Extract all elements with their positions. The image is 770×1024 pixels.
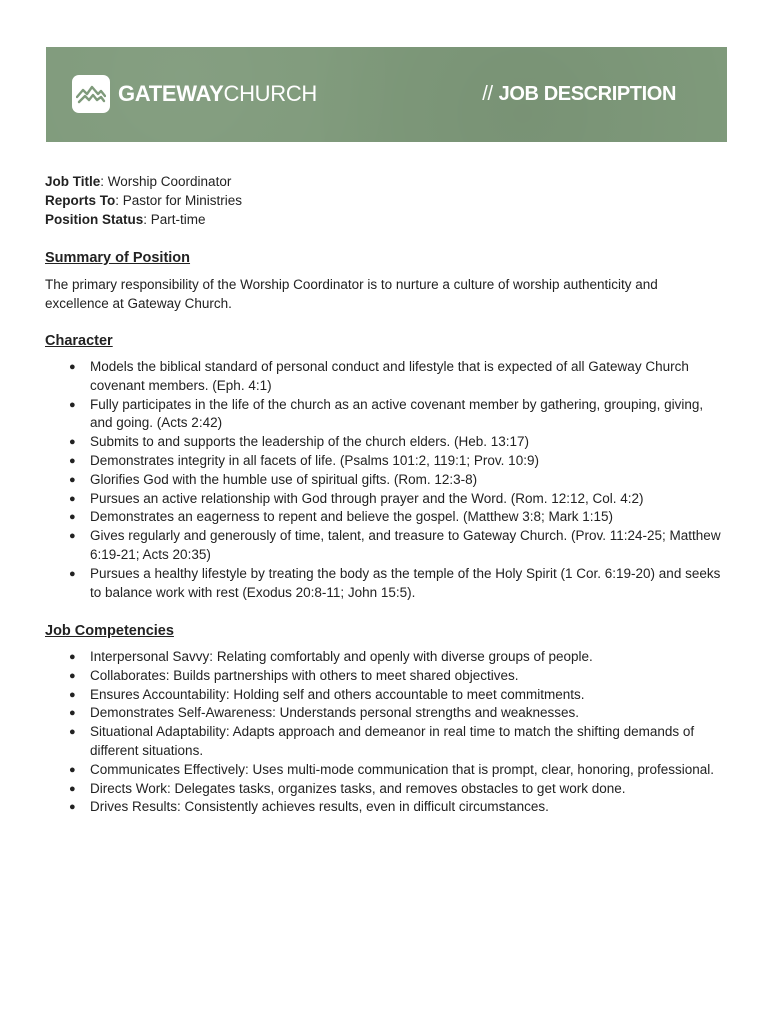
bullet-icon: ● bbox=[69, 782, 76, 795]
character-heading: Character bbox=[45, 333, 113, 349]
list-item-text: Fully participates in the life of the church as an active covenant member by gathering, grouping, giving, and going. (Acts 2:42) bbox=[90, 396, 704, 431]
list-item bbox=[45, 358, 725, 396]
bullet-icon: ● bbox=[69, 567, 76, 580]
list-item bbox=[45, 761, 725, 780]
list-item-text: Demonstrates Self-Awareness: Understands personal strengths and weaknesses. bbox=[90, 705, 580, 721]
list-item bbox=[45, 433, 725, 452]
list-item-text: Models the biblical standard of personal conduct and lifestyle that is expected of all Gateway Church covenant members. (Eph. 4:1) bbox=[90, 359, 689, 393]
list-item bbox=[45, 508, 725, 527]
list-item-text: Submits to and supports the leadership of the church elders. (Heb. 13:17) bbox=[90, 434, 530, 450]
list-item bbox=[45, 704, 725, 723]
bullet-icon: ● bbox=[69, 492, 76, 505]
list-item-text: Pursues a healthy lifestyle by treating the body as the temple of the Holy Spirit (1 Cor. 6:19-20) and seeks to balance work with rest (Exodus 20:8-11; John 15:5). bbox=[90, 565, 721, 600]
summary-heading: Summary of Position bbox=[45, 250, 191, 266]
bullet-icon: ● bbox=[69, 726, 76, 739]
list-item-text: Directs Work: Delegates tasks, organizes tasks, and removes obstacles to get work done. bbox=[90, 780, 626, 796]
list-item-text: Glorifies God with the humble use of spiritual gifts. (Rom. 12:3-8) bbox=[90, 471, 478, 487]
bullet-icon: ● bbox=[69, 688, 76, 701]
bullet-icon: ● bbox=[69, 398, 76, 411]
bullet-icon: ● bbox=[69, 511, 76, 524]
doc-slashes: // bbox=[482, 83, 493, 105]
bullet-icon: ● bbox=[69, 651, 76, 663]
gateway-mountains-logo-icon bbox=[72, 75, 110, 113]
list-item bbox=[45, 452, 725, 471]
list-item bbox=[45, 565, 725, 603]
list-item-text: Demonstrates an eagerness to repent and believe the gospel. (Matthew 3:8; Mark 1:15) bbox=[90, 509, 614, 525]
list-item-text: Communicates Effectively: Uses multi-mode communication that is prompt, clear, honoring, professional. bbox=[90, 761, 715, 777]
job-meta bbox=[45, 172, 242, 229]
list-item bbox=[45, 396, 725, 434]
competencies-heading: Job Competencies bbox=[45, 623, 174, 639]
list-item-text: Drives Results: Consistently achieves results, even in difficult circumstances. bbox=[90, 799, 549, 815]
list-item bbox=[45, 798, 725, 817]
document-type-label bbox=[482, 81, 676, 107]
bullet-icon: ● bbox=[69, 801, 76, 814]
position-status-row bbox=[45, 210, 242, 229]
bullet-icon: ● bbox=[69, 454, 76, 467]
brand-bold: GATEWAY bbox=[118, 81, 224, 106]
bullet-icon: ● bbox=[69, 669, 76, 682]
job-title-label: Job Title bbox=[45, 174, 101, 189]
list-item bbox=[45, 780, 725, 799]
list-item bbox=[45, 648, 725, 667]
list-item bbox=[45, 723, 725, 761]
list-item bbox=[45, 686, 725, 705]
bullet-icon: ● bbox=[69, 473, 76, 486]
list-item-text: Gives regularly and generously of time, talent, and treasure to Gateway Church. (Prov. 11:24-25; Matthew 6:19-21; Acts 20:35) bbox=[90, 528, 721, 562]
reports-to-label: Reports To bbox=[45, 193, 116, 208]
bullet-icon: ● bbox=[69, 436, 76, 449]
bullet-icon: ● bbox=[69, 763, 76, 776]
list-item bbox=[45, 527, 725, 565]
header-banner bbox=[46, 47, 727, 142]
bullet-icon: ● bbox=[69, 361, 76, 373]
position-status-label: Position Status bbox=[45, 212, 144, 227]
job-title-row bbox=[45, 172, 242, 191]
list-item bbox=[45, 471, 725, 490]
list-item-text: Ensures Accountability: Holding self and others accountable to meet commitments. bbox=[90, 686, 585, 702]
reports-to-row bbox=[45, 191, 242, 210]
list-item-text: Demonstrates integrity in all facets of life. (Psalms 101:2, 119:1; Prov. 10:9) bbox=[90, 452, 539, 468]
list-item bbox=[45, 667, 725, 686]
list-item-text: Pursues an active relationship with God through prayer and the Word. (Rom. 12:12, Col. 4:2) bbox=[90, 490, 644, 506]
list-item-text: Interpersonal Savvy: Relating comfortably and openly with diverse groups of people. bbox=[90, 649, 593, 664]
list-item-text: Situational Adaptability: Adapts approach and demeanor in real time to match the shifting demands of different situations. bbox=[90, 724, 695, 758]
list-item bbox=[45, 490, 725, 509]
list-item-text: Collaborates: Builds partnerships with others to meet shared objectives. bbox=[90, 667, 519, 683]
bullet-icon: ● bbox=[69, 707, 76, 720]
brand-wordmark bbox=[118, 80, 317, 108]
job-title-value: : Worship Coordinator bbox=[100, 174, 232, 189]
doc-label: JOB DESCRIPTION bbox=[498, 83, 676, 105]
brand-light: CHURCH bbox=[223, 81, 318, 106]
competencies-list bbox=[45, 648, 725, 817]
reports-to-value: : Pastor for Ministries bbox=[115, 193, 243, 208]
summary-text: The primary responsibility of the Worship Coordinator is to nurture a culture of worship authenticity and excellence at Gateway Church. bbox=[45, 277, 658, 311]
character-list bbox=[45, 358, 725, 602]
bullet-icon: ● bbox=[69, 530, 76, 543]
position-status-value: : Part-time bbox=[143, 212, 206, 227]
